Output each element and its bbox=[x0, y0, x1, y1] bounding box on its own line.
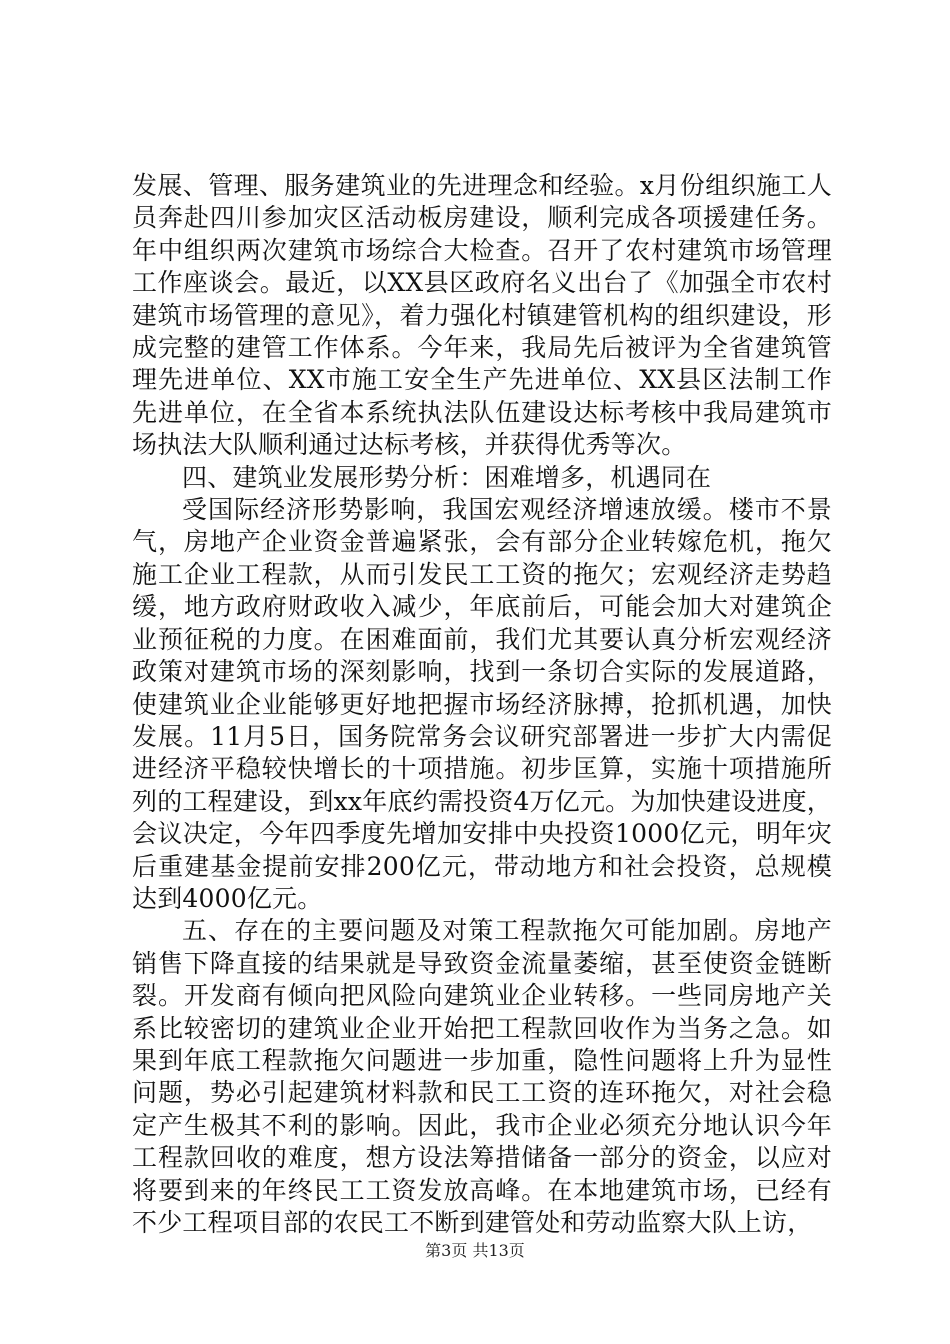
document-body bbox=[132, 170, 832, 1239]
paragraph-continuation: 发展、管理、服务建筑业的先进理念和经验。x月份组织施工人员奔赴四川参加灾区活动板房建设，顺利完成各项援建任务。年中组织两次建筑市场综合大检查。召开了农村建筑市场管理工作座谈会。最近，以XX县区政府名义出台了《加强全市农村建筑市场管理的意见》，着力强化村镇建管机构的组织建设，形成完整的建管工作体系。今年来，我局先后被评为全省建筑管理先进单位、XX市施工安全生产先进单位、XX县区法制工作先进单位，在全省本系统执法队伍建设达标考核中我局建筑市场执法大队顺利通过达标考核，并获得优秀等次。 bbox=[132, 171, 832, 460]
section-heading-5-paragraph: 五、存在的主要问题及对策工程款拖欠可能加剧。房地产销售下降直接的结果就是导致资金流量萎缩，甚至使资金链断裂。开发商有倾向把风险向建筑业企业转移。一些同房地产关系比较密切的建筑业企业开始把工程款回收作为当务之急。如果到年底工程款拖欠问题进一步加重，隐性问题将上升为显性问题，势必引起建筑材料款和民工工资的连环拖欠，对社会稳定产生极其不利的影响。因此，我市企业必须充分地认识今年工程款回收的难度，想方设法筹措储备一部分的资金，以应对将要到来的年终民工工资发放高峰。在本地建筑市场，已经有不少工程项目部的农民工不断到建管处和劳动监察大队上访， bbox=[132, 916, 832, 1237]
section-heading-4: 四、建筑业发展形势分析：困难增多，机遇同在 bbox=[182, 462, 712, 492]
paragraph-economy-analysis: 受国际经济形势影响，我国宏观经济增速放缓。楼市不景气，房地产企业资金普遍紧张，会有部分企业转嫁危机，拖欠施工企业工程款，从而引发民工工资的拖欠；宏观经济走势趋缓，地方政府财政收入减少，年底前后，可能会加大对建筑企业预征税的力度。在困难面前，我们尤其要认真分析宏观经济政策对建筑市场的深刻影响，找到一条切合实际的发展道路，使建筑业企业能够更好地把握市场经济脉搏，抢抓机遇，加快发展。11月5日，国务院常务会议研究部署进一步扩大内需促进经济平稳较快增长的十项措施。初步匡算，实施十项措施所列的工程建设，到xx年底约需投资4万亿元。为加快建设进度，会议决定，今年四季度先增加安排中央投资1000亿元，明年灾后重建基金提前安排200亿元，带动地方和社会投资，总规模达到4000亿元。 bbox=[132, 495, 832, 913]
page-footer: 第3页 共13页 bbox=[425, 1241, 525, 1260]
